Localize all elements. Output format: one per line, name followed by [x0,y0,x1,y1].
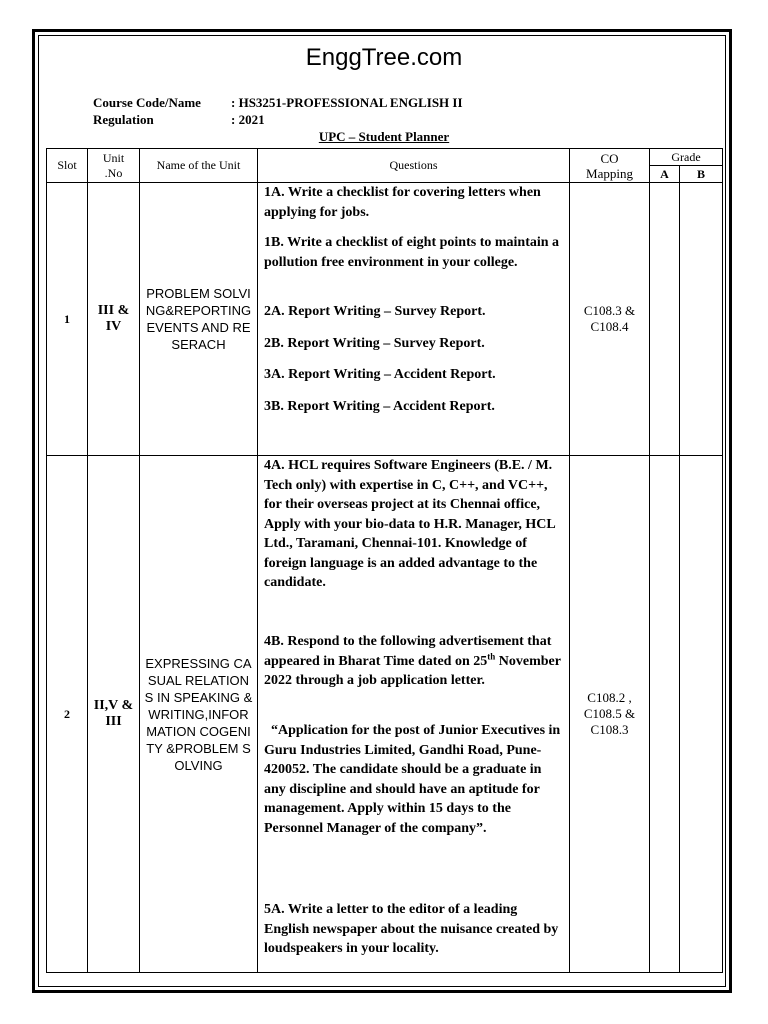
header-questions: Questions [258,149,570,183]
grade-b-cell [680,183,723,456]
question-4b-superscript: th [487,650,496,661]
student-planner-table [46,148,723,973]
questions-cell [258,183,570,456]
unit-no-text: III & IV [97,303,130,334]
course-info [93,94,463,128]
header-co-mapping: CO Mapping [570,149,650,183]
question-1a: 1A. Write a checklist for covering letters when applying for jobs. [264,185,541,220]
question-1b: 1B. Write a checklist of eight points to maintain a pollution free environment in your college. [264,235,560,270]
header-slot: Slot [47,149,88,183]
site-title: EnggTree.com [305,44,463,71]
advertisement-quote: “Application for the post of Junior Executives in Guru Industries Limited, Gandhi Road, Pune- 420052. The candidate should be a graduate in any discipline and should have an aptitude for management. Apply within 15 days to the Personnel Manager of the company”. [264,723,561,836]
slot-cell: 1 [47,183,88,456]
question-5a: 5A. Write a letter to the editor of a leading English newspaper about the nuisance created by loudspeakers in your locality. [264,902,559,956]
planner-title: UPC – Student Planner [318,129,450,144]
header-grade: Grade [650,149,723,166]
regulation-row [93,111,463,128]
header-grade-a: A [650,166,680,183]
grade-a-cell [650,183,680,456]
question-3a: 3A. Report Writing – Accident Report. [264,367,496,382]
table-header-row [47,149,723,166]
regulation-label: Regulation [93,112,154,127]
course-code-label: Course Code/Name [93,95,201,110]
question-3b: 3B. Report Writing – Accident Report. [264,399,495,414]
question-4b [264,632,564,691]
course-code-row [93,94,463,111]
course-code-value: : HS3251-PROFESSIONAL ENGLISH II [231,95,463,110]
question-4b-text: 4B. Respond to the following advertisement that appeared in Bharat Time dated on 25 [264,634,552,669]
question-4a: 4A. HCL requires Software Engineers (B.E. / M. Tech only) with expertise in C, C++, and VC++, for their overseas project at its Chennai office, Apply with your bio-data to H.R. Manager, HCL Ltd., Taramani, Chennai-101. Knowledge of foreign language is an added advantage to the candidate. [264,458,555,590]
table-row [47,183,723,456]
unit-no-cell [88,183,140,456]
unit-no-text: II,V & III [93,698,134,729]
header-unit-no: Unit .No [88,149,140,183]
questions-cell [258,456,570,973]
question-4b-text-end: November 2022 through a job application letter. [264,653,561,688]
question-2a: 2A. Report Writing – Survey Report. [264,304,486,319]
header-unit-name: Name of the Unit [140,149,258,183]
co-mapping-cell: C108.2 , C108.5 & C108.3 [570,456,650,973]
slot-cell: 2 [47,456,88,973]
table-row [47,456,723,973]
unit-name-cell: EXPRESSING CASUAL RELATIONS IN SPEAKING & WRITING,INFORMATION COGENITY &PROBLEM SOLVING [140,456,258,973]
grade-b-cell [680,456,723,973]
unit-no-cell [88,456,140,973]
regulation-value: : 2021 [231,112,265,127]
unit-name-cell: PROBLEM SOLVING&REPORTING EVENTS AND RESERACH [140,183,258,456]
grade-a-cell [650,456,680,973]
question-2b: 2B. Report Writing – Survey Report. [264,336,485,351]
co-mapping-cell: C108.3 & C108.4 [570,183,650,456]
header-grade-b: B [680,166,723,183]
